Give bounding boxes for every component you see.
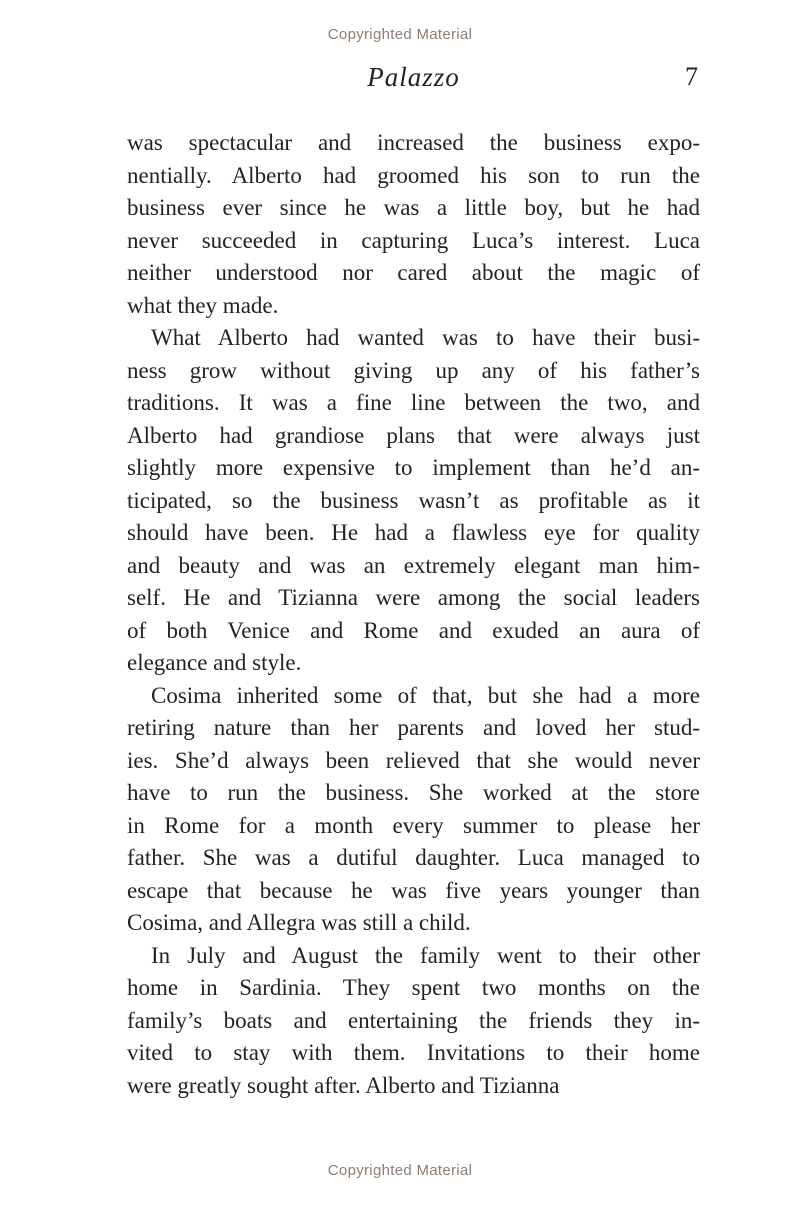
text-line: In July and August the family went to their other (151, 942, 700, 968)
text-line: father. She was a dutiful daughter. Luca managed to (127, 845, 700, 870)
text-line: never succeeded in capturing Luca’s interest. Luca (127, 227, 700, 253)
page-number: 7 (685, 62, 698, 91)
text-line: neither understood nor cared about the magic of (127, 260, 700, 285)
paragraph (127, 322, 700, 680)
running-head-title: Palazzo (367, 62, 460, 92)
text-line: what they made. (127, 292, 279, 318)
text-line: ness grow without giving up any of his father’s (127, 357, 700, 383)
text-line: ies. She’d always been relieved that she would never (127, 747, 700, 773)
text-line: were greatly sought after. Alberto and Tizianna (127, 1072, 560, 1098)
text-line: ticipated, so the business wasn’t as profitable as it (127, 487, 700, 513)
text-line: business ever since he was a little boy, but he had (127, 195, 700, 220)
text-line: was spectacular and increased the business expo- (127, 130, 700, 155)
text-line: elegance and style. (127, 650, 302, 675)
text-line: have to run the business. She worked at the store (127, 780, 700, 805)
text-line: self. He and Tizianna were among the social leaders (127, 585, 700, 610)
text-line: family’s boats and entertaining the friends they in- (127, 1007, 700, 1033)
text-line: of both Venice and Rome and exuded an aura of (127, 617, 700, 643)
text-line: vited to stay with them. Invitations to their home (127, 1040, 700, 1065)
text-line: retiring nature than her parents and loved her stud- (127, 715, 700, 740)
text-line: What Alberto had wanted was to have their busi- (151, 325, 700, 350)
paragraph (127, 940, 700, 1103)
text-line: and beauty and was an extremely elegant man him- (127, 552, 700, 578)
text-line: slightly more expensive to implement than he’d an- (127, 455, 700, 480)
text-line: nentially. Alberto had groomed his son to run the (127, 162, 700, 188)
copyright-notice-bottom: Copyrighted Material (327, 1162, 473, 1179)
running-head (127, 60, 700, 94)
text-line: Cosima inherited some of that, but she had a more (151, 682, 700, 708)
text-line: escape that because he was five years younger than (127, 877, 700, 903)
paragraph (127, 127, 700, 322)
text-line: Alberto had grandiose plans that were always just (127, 422, 700, 448)
paragraph (127, 680, 700, 940)
text-line: home in Sardinia. They spent two months on the (127, 975, 700, 1000)
text-line: should have been. He had a flawless eye for quality (127, 520, 700, 545)
text-line: traditions. It was a fine line between the two, and (127, 390, 700, 415)
text-line: in Rome for a month every summer to please her (127, 812, 700, 838)
text-line: Cosima, and Allegra was still a child. (127, 910, 471, 935)
page-body (127, 127, 700, 1102)
copyright-notice-top: Copyrighted Material (327, 26, 473, 43)
